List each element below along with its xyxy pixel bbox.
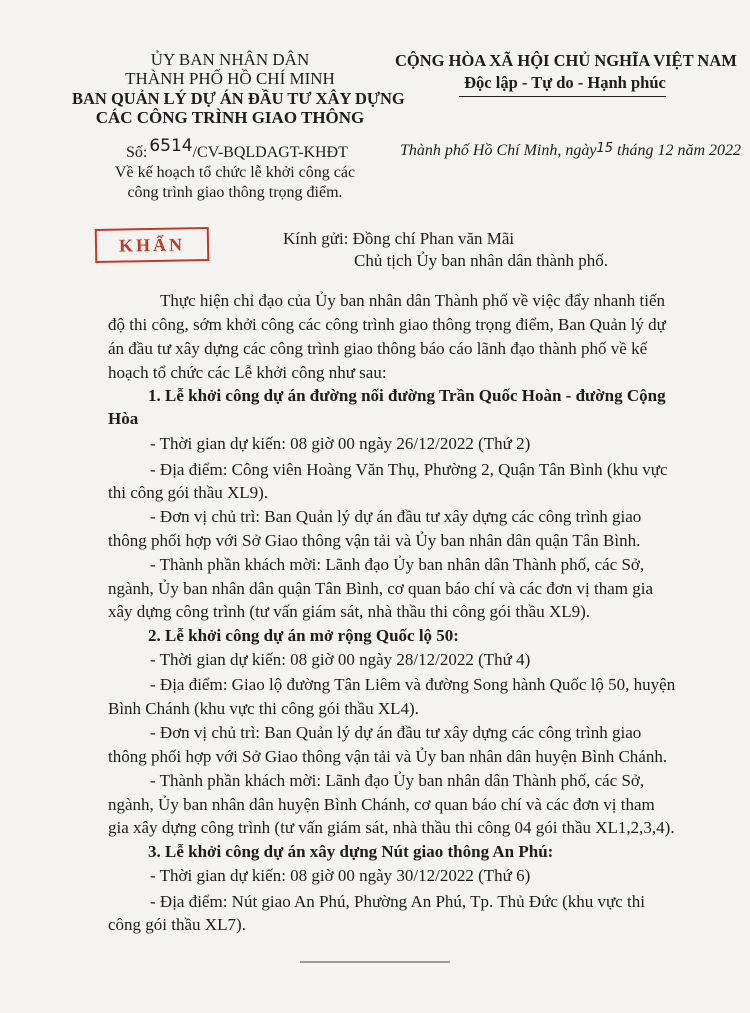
subject-line2: công trình giao thông trọng điểm.	[127, 184, 343, 201]
section3-heading: 3. Lễ khởi công dự án xây dựng Nút giao thông An Phú:	[148, 842, 554, 861]
urgent-stamp: KHẨN	[95, 227, 210, 263]
intro-line3: án đầu tư xây dựng các công trình giao thông báo cáo lãnh đạo thành phố về kế	[108, 339, 648, 358]
section2-place2: Bình Chánh (khu vực thi công gói thầu XL4).	[108, 699, 419, 718]
doc-number-suffix: /CV-BQLDAGT-KHĐT	[192, 144, 348, 161]
section2-heading: 2. Lễ khởi công dự án mở rộng Quốc lộ 50:	[148, 626, 459, 645]
section1-heading: 1. Lễ khởi công dự án đường nối đường Trần Quốc Hoàn - đường Cộng	[148, 386, 666, 405]
section1-place1: - Địa điểm: Công viên Hoàng Văn Thụ, Phường 2, Quận Tân Bình (khu vực	[150, 460, 668, 479]
section2-guests3: gia xây dựng công trình (tư vấn giám sát, nhà thầu thi công 04 gói thầu XL1,2,3,4).	[108, 818, 675, 837]
section1-guests3: xây dựng công trình (tư vấn giám sát, nhà thầu thi công gói thầu XL9).	[108, 602, 591, 621]
section1-guests2: ngành, Ủy ban nhân dân quận Tân Bình, cơ quan báo chí và các đơn vị tham gia	[108, 579, 653, 598]
agency-parent-line2: THÀNH PHỐ HỒ CHÍ MINH	[125, 69, 335, 88]
section1-guests1: - Thành phần khách mời: Lãnh đạo Ủy ban nhân dân Thành phố, các Sở,	[150, 555, 645, 574]
section2-guests2: ngành, Ủy ban nhân dân huyện Bình Chánh, cơ quan báo chí và các đơn vị tham	[108, 795, 655, 814]
section1-host1: - Đơn vị chủ trì: Ban Quản lý dự án đầu tư xây dựng các công trình giao	[150, 507, 642, 526]
section1-place2: thi công gói thầu XL9).	[108, 483, 269, 502]
subject-line1: Về kế hoạch tổ chức lễ khởi công các	[114, 164, 356, 181]
section1-time: - Thời gian dự kiến: 08 giờ 00 ngày 26/12/2022 (Thứ 2)	[150, 434, 531, 453]
agency-parent-line1: ỦY BAN NHÂN DÂN	[150, 50, 310, 69]
section2-time: - Thời gian dự kiến: 08 giờ 00 ngày 28/12/2022 (Thứ 4)	[150, 650, 531, 669]
date-prefix: Thành phố Hồ Chí Minh, ngày	[400, 142, 597, 159]
agency-name-line2: CÁC CÔNG TRÌNH GIAO THÔNG	[95, 108, 365, 127]
motto-underline	[459, 96, 666, 97]
intro-line1: Thực hiện chỉ đạo của Ủy ban nhân dân Thành phố về việc đẩy nhanh tiến	[160, 291, 666, 310]
section3-place1: - Địa điểm: Nút giao An Phú, Phường An Phú, Tp. Thủ Đức (khu vực thi	[150, 892, 645, 911]
national-title: CỘNG HÒA XÃ HỘI CHỦ NGHĨA VIỆT NAM	[395, 51, 737, 70]
date-day-handwritten: 15	[596, 141, 613, 156]
doc-number-label: Số:	[126, 144, 148, 161]
recipient-line1: Kính gửi: Đồng chí Phan văn Mãi	[283, 229, 515, 248]
recipient-line2: Chủ tịch Ủy ban nhân dân thành phố.	[354, 251, 609, 270]
section2-host2: thông phối hợp với Sở Giao thông vận tải và Ủy ban nhân dân huyện Bình Chánh.	[108, 747, 668, 766]
section2-guests1: - Thành phần khách mời: Lãnh đạo Ủy ban nhân dân Thành phố, các Sở,	[150, 771, 645, 790]
section2-host1: - Đơn vị chủ trì: Ban Quản lý dự án đầu tư xây dựng các công trình giao	[150, 723, 642, 742]
doc-number-handwritten: 6514	[149, 136, 193, 156]
intro-line4: hoạch tổ chức các Lễ khởi công như sau:	[108, 363, 387, 382]
national-motto: Độc lập - Tự do - Hạnh phúc	[464, 73, 666, 92]
doc-number	[126, 136, 348, 162]
agency-name-line1: BAN QUẢN LÝ DỰ ÁN ĐẦU TƯ XÂY DỰNG	[72, 89, 405, 108]
section2-place1: - Địa điểm: Giao lộ đường Tân Liêm và đường Song hành Quốc lộ 50, huyện	[150, 675, 676, 694]
issue-date	[400, 142, 741, 160]
section1-heading-cont: Hòa	[108, 409, 139, 428]
section1-host2: thông phối hợp với Sở Giao thông vận tải và Ủy ban nhân dân quận Tân Bình.	[108, 531, 641, 550]
page-break-line	[300, 961, 450, 963]
section3-place2: công gói thầu XL7).	[108, 915, 246, 934]
intro-line2: độ thi công, sớm khởi công các công trình giao thông trọng điểm, Ban Quản lý dự	[108, 315, 666, 334]
date-suffix: tháng 12 năm 2022	[613, 142, 741, 159]
section3-time: - Thời gian dự kiến: 08 giờ 00 ngày 30/12/2022 (Thứ 6)	[150, 866, 531, 885]
